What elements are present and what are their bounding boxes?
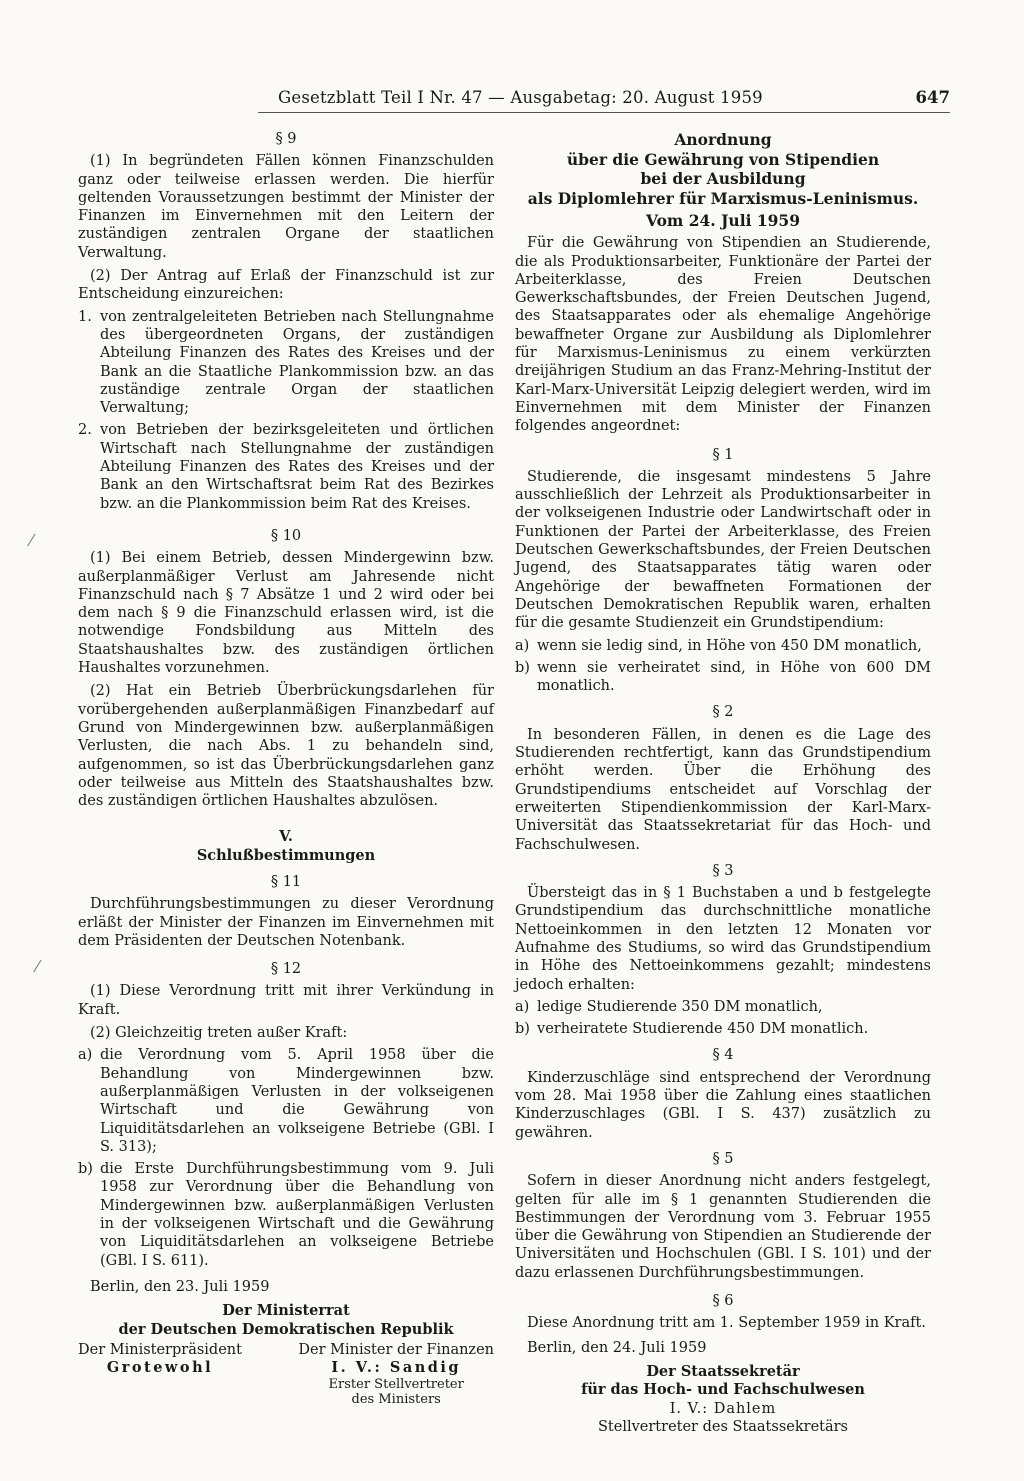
title-line: Anordnung — [674, 130, 772, 149]
s2-paragraph: In besonderen Fällen, in denen es die Lage des Studierenden rechtfertigt, kann das Grundstipendium erhöht werden. Über die Erhöhung des Grundstipendiums entscheidet auf Vorschlag der erweiterten Stipendienkommission der Karl-Marx-Universität das Staatssekretariat für das Hoch- und Fachschulwesen. — [515, 726, 931, 853]
section-heading-6: § 6 — [712, 1293, 734, 1310]
section-heading-9: § 9 — [275, 131, 297, 147]
s12-paragraph-1: (1) Diese Verordnung tritt mit ihrer Verkündung in Kraft. — [78, 983, 494, 1018]
signature-role: des Ministers — [351, 1392, 441, 1408]
right-column — [515, 130, 931, 1436]
signature-row — [78, 1341, 494, 1408]
section-heading-1: § 1 — [712, 446, 734, 463]
ordinance-date: Vom 24. Juli 1959 — [645, 211, 801, 230]
list-item-text: verheiratete Studierende 450 DM monatlich. — [537, 1021, 869, 1038]
list-item-text: die Erste Durchführungsbestimmung vom 9. Juli 1958 zur Verordnung über die Behandlung von Mindergewinnen bzw. außerplanmäßigen Verlusten in der volkseigenen Wirtschaft und die Gewährung von Liquiditätsdarlehen an volkseigene Betriebe (GBl. I S. 611). — [100, 1161, 494, 1269]
s3-paragraph: Übersteigt das in § 1 Buchstaben a und b festgelegte Grundstipendium das durchschnittliche monatliche Nettoeinkommen in den letzten 12 Monaten vor Aufnahme des Studiums, so wird das Grundstipendium in Höhe des Nettoeinkommens gezahlt; mindestens jedoch erhalten: — [515, 885, 931, 993]
list-item-text: wenn sie verheiratet sind, in Höhe von 600 DM monatlich. — [537, 659, 931, 695]
list-marker: b) — [515, 1021, 530, 1038]
section-heading-5: § 5 — [712, 1150, 734, 1167]
signature-title: Der Ministerpräsident — [78, 1341, 242, 1358]
list-item-text: wenn sie ledig sind, in Höhe von 450 DM monatlich, — [537, 637, 922, 654]
list-marker: 2. — [78, 422, 92, 439]
signature-role: Erster Stellvertreter — [328, 1377, 464, 1393]
list-marker: a) — [515, 998, 530, 1015]
s3-list-item — [515, 1020, 931, 1038]
s9-paragraph-2: (2) Der Antrag auf Erlaß der Finanzschuld ist zur Entscheidung einzureichen: — [78, 268, 494, 303]
council-line-1: Der Ministerrat — [222, 1302, 350, 1320]
list-marker: 1. — [78, 308, 92, 325]
section-heading-4: § 4 — [712, 1047, 734, 1064]
s9-list-item — [78, 308, 494, 418]
s10-paragraph-2: (2) Hat ein Betrieb Überbrückungsdarlehen für vorübergehenden außerplanmäßigen Finanzbedarf auf Grund von Mindergewinnen bzw. außerplanmäßigen Verlusten, die nach Abs. 1 zu behandeln sind, aufgenommen, so ist das Überbrückungsdarlehen ganz oder teilweise aus Mitteln des Staatshaushaltes bzw. des zuständigen örtlichen Haushaltes abzulösen. — [78, 683, 494, 810]
s4-paragraph: Kinderzuschläge sind entsprechend der Verordnung vom 28. Mai 1958 über die Zahlung eines staatlichen Kinderzuschlages (GBl. I S. 437) zusätzlich zu gewähren. — [515, 1069, 931, 1141]
title-line: über die Gewährung von Stipendien — [566, 149, 880, 169]
s9-list-item — [78, 421, 494, 512]
margin-mark-icon: ⁄ — [30, 531, 33, 550]
header-text: Gesetzblatt Teil I Nr. 47 — Ausgabetag: 20. August 1959 — [278, 88, 763, 107]
s5-paragraph: Sofern in dieser Anordnung nicht anders festgelegt, gelten für alle im § 1 genannten Studierenden die Bestimmungen der Verordnung vom 3. Februar 1955 über die Gewährung von Stipendien an Studierende der Universitäten und Hochschulen (GBl. I S. 101) und der dazu erlassenen Durchführungsbestimmungen. — [515, 1173, 931, 1281]
s12-paragraph-2: (2) Gleichzeitig treten außer Kraft: — [90, 1025, 348, 1042]
council-line-2: der Deutschen Demokratischen Republik — [118, 1320, 454, 1338]
left-column — [78, 130, 494, 1407]
list-item-text: die Verordnung vom 5. April 1958 über die Behandlung von Mindergewinnen bzw. außerplanmäßigen Verlusten in der volkseigenen Wirtschaft und die Gewährung von Liquiditätsdarlehen an volkseigene Betriebe (GBl. I S. 313); — [100, 1047, 494, 1155]
signature-line: Der Staatssekretär — [646, 1362, 800, 1380]
page-header — [258, 89, 950, 111]
s9-paragraph-1: (1) In begründeten Fällen können Finanzschulden ganz oder teilweise erlassen werden. Die hierfür geltenden Voraussetzungen bestimmt der Minister der Finanzen im Einvernehmen mit den Leitern der zuständigen zentralen Organe der staatlichen Verwaltung. — [78, 153, 494, 261]
s3-list-item — [515, 998, 931, 1016]
signature-name: I. V.: Sandig — [331, 1359, 462, 1377]
title-line: als Diplomlehrer für Marxismus-Leninismus. — [527, 188, 919, 208]
part-title: Schlußbestimmungen — [196, 846, 376, 864]
signature-title: Der Minister der Finanzen — [298, 1341, 494, 1358]
list-marker: b) — [515, 659, 530, 676]
s1-list-item — [515, 637, 931, 655]
part-numeral: V. — [279, 828, 293, 846]
intro-paragraph: Für die Gewährung von Stipendien an Studierende, die als Produktionsarbeiter, Funktionäre der Partei der Arbeiterklasse, des Freien Deutschen Gewerkschaftsbundes, der Freien Deutschen Jugend, des Staatsapparates oder als ehemalige Angehörige bewaffneter Organe zur Ausbildung als Diplomlehrer für Marxismus-Leninismus zu einem verkürzten dreijährigen Studium an das Franz-Mehring-Institut der Karl-Marx-Universität Leipzig delegiert werden, wird im Einvernehmen mit dem Minister der Finanzen folgendes angeordnet: — [515, 235, 931, 435]
page-number: 647 — [915, 88, 950, 107]
signature-block-2 — [298, 1341, 494, 1408]
place-date: Berlin, den 23. Juli 1959 — [90, 1278, 270, 1295]
list-marker: b) — [78, 1161, 93, 1178]
list-item-text: von zentralgeleiteten Betrieben nach Stellungnahme des übergeordneten Organs, der zuständigen Abteilung Finanzen des Rates des Kreises und der Bank an die Staatliche Plankommission bzw. an das zuständige zentrale Organ der staatlichen Verwaltung; — [100, 308, 494, 417]
s10-paragraph-1: (1) Bei einem Betrieb, dessen Mindergewinn bzw. außerplanmäßiger Verlust am Jahresende nicht Finanzschuld nach § 7 Absätze 1 und 2 wird oder bei dem nach § 9 die Finanzschuld erlassen wird, ist die notwendige Fondsbildung aus Mitteln des Staatshaushaltes bzw. des zuständigen örtlichen Haushaltes vorzunehmen. — [78, 550, 494, 677]
section-heading-10: § 10 — [270, 527, 302, 544]
signature-name: Grotewohl — [106, 1359, 214, 1377]
s6-paragraph: Diese Anordnung tritt am 1. September 1959 in Kraft. — [527, 1315, 926, 1332]
list-marker: a) — [515, 637, 530, 654]
title-line: bei der Ausbildung — [640, 169, 806, 188]
signature-name: I. V.: Dahlem — [669, 1400, 777, 1417]
ordinance-title — [515, 130, 931, 208]
list-marker: a) — [78, 1047, 93, 1064]
list-item-text: von Betrieben der bezirksgeleiteten und örtlichen Wirtschaft nach Stellungnahme der zuständigen Abteilung Finanzen des Rates des Kreises und der Bank an den Wirtschaftsrat beim Rat des Bezirkes bzw. an die Plankommission beim Rat des Kreises. — [100, 422, 494, 512]
list-item-text: ledige Studierende 350 DM monatlich, — [537, 998, 823, 1015]
section-heading-11: § 11 — [270, 873, 302, 890]
section-heading-2: § 2 — [712, 704, 734, 721]
s12-list-item — [78, 1160, 494, 1270]
section-heading-12: § 12 — [270, 961, 302, 978]
section-heading-3: § 3 — [712, 862, 734, 879]
s1-list-item — [515, 659, 931, 696]
header-rule — [258, 112, 950, 113]
s1-paragraph: Studierende, die insgesamt mindestens 5 Jahre ausschließlich der Lehrzeit als Produktionsarbeiter in der volkseigenen Industrie oder Landwirtschaft oder in Funktionen der Partei der Arbeiterklasse, des Freien Deutschen Gewerkschaftsbundes, der Freien Deutschen Jugend, des Staatsapparates tätig waren oder Angehörige der bewaffneten Formationen der Deutschen Demokratischen Republik waren, erhalten für die gesamte Studienzeit ein Grundstipendium: — [515, 468, 931, 632]
place-date: Berlin, den 24. Juli 1959 — [527, 1339, 707, 1356]
s11-paragraph-1: Durchführungsbestimmungen zu dieser Verordnung erläßt der Minister der Finanzen im Einvernehmen mit dem Präsidenten der Deutschen Notenbank. — [78, 896, 494, 949]
signature-role: Stellvertreter des Staatssekretärs — [597, 1418, 848, 1435]
signature-line: für das Hoch- und Fachschulwesen — [581, 1381, 865, 1399]
signature-block-1 — [78, 1341, 242, 1408]
s12-list-item — [78, 1046, 494, 1156]
margin-mark-icon: ⁄ — [36, 957, 39, 976]
